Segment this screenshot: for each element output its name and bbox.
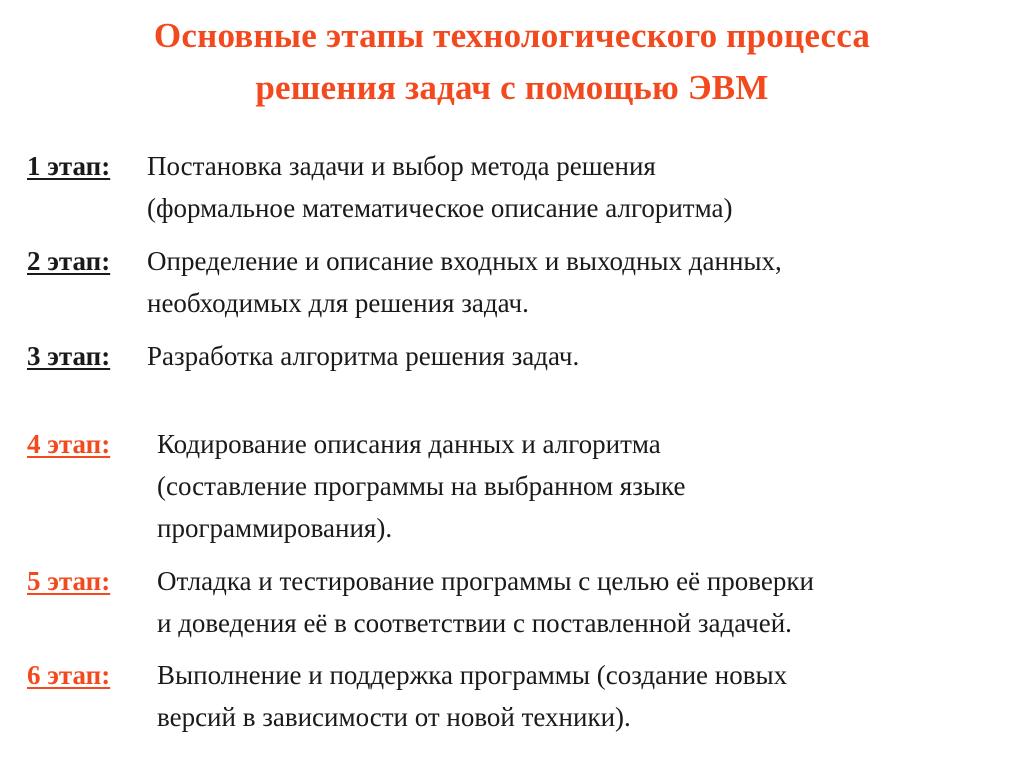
stage-4-line-3: программирования). — [157, 513, 393, 543]
stage-1-line-2: (формальное математическое описание алгоритма) — [147, 193, 733, 223]
stage-4-line-1: Кодирование описания данных и алгоритма — [157, 429, 661, 459]
stage-6-line-2: версий в зависимости от новой техники). — [157, 702, 631, 732]
slide-title — [40, 10, 984, 114]
stage-4-label: 4 этап: — [27, 429, 111, 459]
stage-2-line-1: Определение и описание входных и выходных данных, — [147, 246, 782, 276]
stage-5-label: 5 этап: — [27, 566, 111, 596]
stage-4-line-2: (составление программы на выбранном языке — [157, 471, 686, 501]
stage-3-label: 3 этап: — [27, 341, 111, 371]
stage-2-label: 2 этап: — [27, 246, 111, 276]
stage-5-line-2: и доведения её в соответствии с поставленной задачей. — [157, 608, 792, 638]
stage-1-label: 1 этап: — [27, 151, 111, 181]
stage-6-label: 6 этап: — [27, 660, 111, 690]
stage-3-line-1: Разработка алгоритма решения задач. — [147, 341, 580, 371]
stage-1-line-1: Постановка задачи и выбор метода решения — [147, 151, 656, 181]
stage-5-line-1: Отладка и тестирование программы с целью её проверки — [157, 566, 814, 596]
stage-6-line-1: Выполнение и поддержка программы (создание новых — [157, 660, 788, 690]
title-line-2: решения задач с помощью ЭВМ — [255, 68, 769, 107]
stage-2-line-2: необходимых для решения задач. — [147, 288, 529, 318]
title-line-1: Основные этапы технологического процесса — [153, 16, 871, 55]
